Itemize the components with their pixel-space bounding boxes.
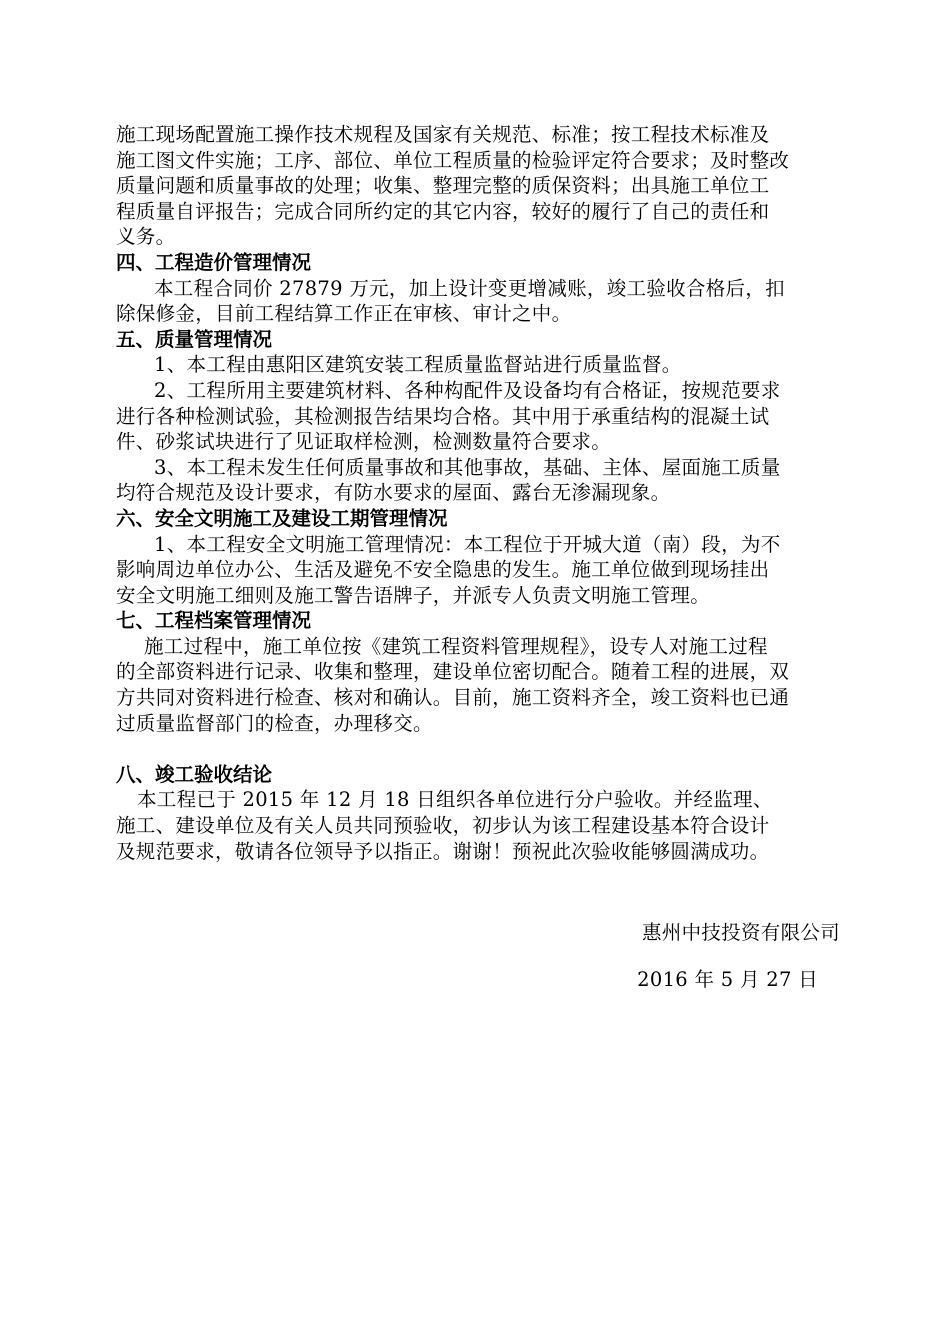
paragraph-line: 的全部资料进行记录、收集和整理，建设单位密切配合。随着工程的进展，双 xyxy=(116,660,790,684)
paragraph-line: 施工图文件实施；工序、部位、单位工程质量的检验评定符合要求；及时整改 xyxy=(116,148,790,172)
paragraph-line: 影响周边单位办公、生活及避免不安全隐患的发生。施工单位做到现场挂出 xyxy=(116,558,770,582)
section-heading: 四、工程造价管理情况 xyxy=(116,250,312,274)
paragraph-line: 义务。 xyxy=(116,225,176,249)
paragraph-line: 均符合规范及设计要求，有防水要求的屋面、露台无渗漏现象。 xyxy=(116,481,671,505)
spacer xyxy=(116,736,840,762)
paragraph-line: 件、砂浆试块进行了见证取样检测，检测数量符合要求。 xyxy=(116,430,612,454)
section-heading: 五、质量管理情况 xyxy=(116,327,273,351)
paragraph-line: 除保修金，目前工程结算工作正在审核、审计之中。 xyxy=(116,302,572,326)
section3-continuation xyxy=(116,122,840,250)
section-archive-management xyxy=(116,608,840,736)
section-heading: 七、工程档案管理情况 xyxy=(116,609,312,633)
section-heading: 八、竣工验收结论 xyxy=(116,762,273,786)
section-acceptance-conclusion xyxy=(116,762,840,864)
paragraph-line: 及规范要求，敬请各位领导予以指正。谢谢！预祝此次验收能够圆满成功。 xyxy=(116,839,770,863)
paragraph-line: 2、工程所用主要建筑材料、各种构配件及设备均有合格证，按规范要求 xyxy=(154,378,781,402)
paragraph-line: 质量问题和质量事故的处理；收集、整理完整的质保资料；出具施工单位工 xyxy=(116,174,770,198)
paragraph-line: 进行各种检测试验，其检测报告结果均合格。其中用于承重结构的混凝土试 xyxy=(116,404,770,428)
paragraph-line: 施工现场配置施工操作技术规程及国家有关规范、标准；按工程技术标准及 xyxy=(116,123,770,146)
paragraph-line: 程质量自评报告；完成合同所约定的其它内容，较好的履行了自己的责任和 xyxy=(116,199,770,223)
paragraph-line: 3、本工程未发生任何质量事故和其他事故，基础、主体、屋面施工质量 xyxy=(154,455,781,479)
signature-date: 2016 年 5 月 27 日 xyxy=(637,968,818,991)
section-heading: 六、安全文明施工及建设工期管理情况 xyxy=(116,506,448,530)
paragraph-line: 本工程合同价 27879 万元，加上设计变更增减账，竣工验收合格后，扣 xyxy=(154,276,785,300)
paragraph-line: 施工、建设单位及有关人员共同预验收，初步认为该工程建设基本符合设计 xyxy=(116,814,770,838)
section-cost-management xyxy=(116,250,840,327)
document-body xyxy=(116,122,840,864)
paragraph-line: 1、本工程由惠阳区建筑安装工程质量监督站进行质量监督。 xyxy=(154,353,682,377)
paragraph-line: 本工程已于 2015 年 12 月 18 日组织各单位进行分户验收。并经监理、 xyxy=(137,788,773,812)
paragraph-line: 安全文明施工细则及施工警告语牌子，并派专人负责文明施工管理。 xyxy=(116,583,711,607)
paragraph-line: 1、本工程安全文明施工管理情况：本工程位于开城大道（南）段，为不 xyxy=(154,532,781,556)
section-safety-management xyxy=(116,506,840,608)
paragraph-line: 方共同对资料进行检查、核对和确认。目前，施工资料齐全，竣工资料也已通 xyxy=(116,686,790,710)
paragraph-line: 过质量监督部门的检查，办理移交。 xyxy=(116,711,433,735)
signature-company: 惠州中技投资有限公司 xyxy=(641,921,840,944)
paragraph-line: 施工过程中，施工单位按《建筑工程资料管理规程》，设专人对施工过程 xyxy=(144,634,768,658)
section-quality-management xyxy=(116,327,840,506)
